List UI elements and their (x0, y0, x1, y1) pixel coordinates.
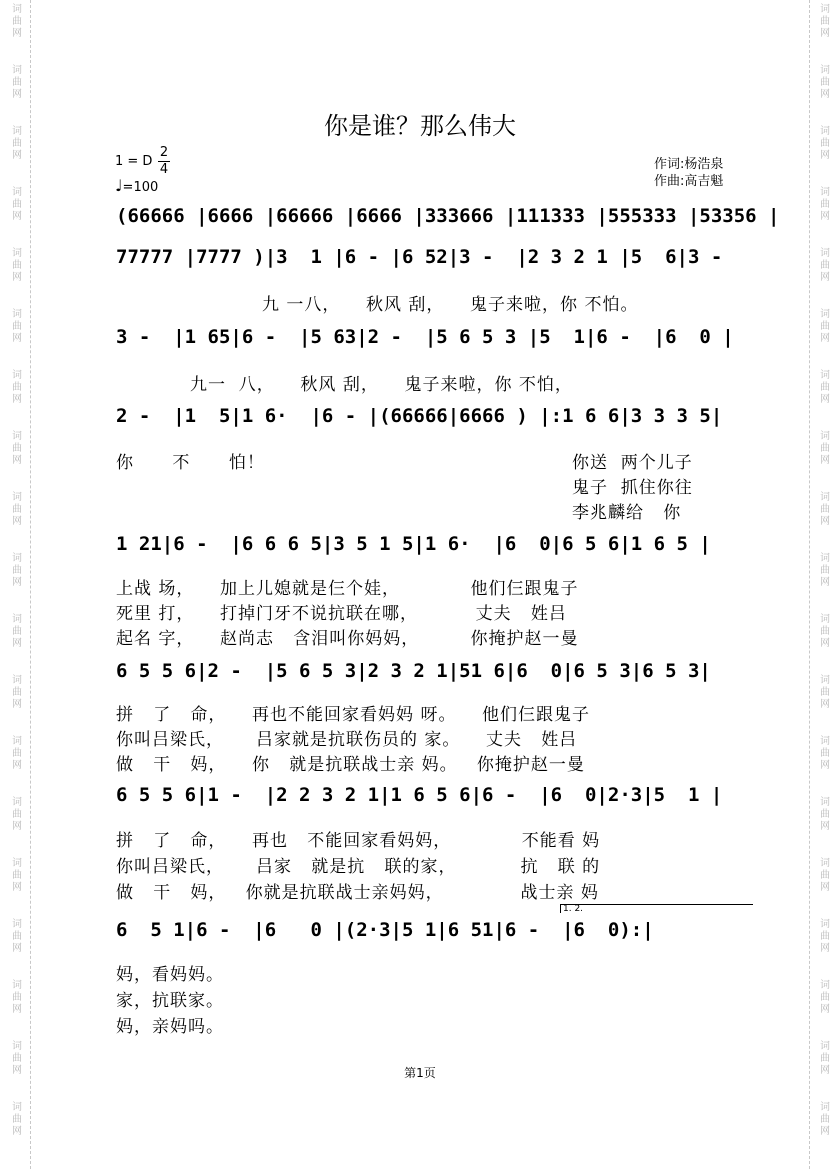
page-number: 第1页 (404, 1066, 436, 1080)
notation-line-3: 3 - |1 65|6 - |5 63|2 - |5 6 5 3 |5 1|6 - |6 0 | (116, 326, 734, 348)
volta-bracket: 1. 2. (560, 904, 753, 913)
key-signature: 1 = D (115, 154, 153, 169)
quarter-note-icon: ♩ (115, 176, 123, 195)
notation-line-7: 6 5 5 6|1 - |2 2 3 2 1|1 6 5 6|6 - |6 0|2·3|5 1 | (116, 784, 723, 806)
watermark-left: 词曲网 (12, 248, 22, 283)
watermark-right: 词曲网 (820, 797, 830, 832)
watermark-right: 词曲网 (820, 1102, 830, 1137)
watermark-right: 词曲网 (820, 980, 830, 1015)
lyric-line-4b: 你送 两个儿子 (572, 453, 693, 473)
lyric-line-5-verse-1: 上战 场， 加上儿媳就是仨个娃， 他们仨跟鬼子 (116, 579, 579, 599)
watermark-right: 词曲网 (820, 553, 830, 588)
watermark-left: 词曲网 (12, 126, 22, 161)
notation-line-4: 2 - |1 5|1 6· |6 - |(66666|6666 ) |:1 6 6|3 3 3 5| (116, 405, 723, 427)
watermark-left: 词曲网 (12, 736, 22, 771)
lyric-line-6-verse-1: 拼 了 命， 再也不能回家看妈妈 呀。 他们仨跟鬼子 (116, 705, 591, 725)
lyric-line-4d: 李兆麟给 你 (572, 503, 682, 523)
notation-line-6: 6 5 5 6|2 - |5 6 5 3|2 3 2 1|51 6|6 0|6 5 3|6 5 3| (116, 660, 711, 682)
watermark-left: 词曲网 (12, 1102, 22, 1137)
watermark-right: 词曲网 (820, 431, 830, 466)
lyric-line-6-verse-3: 做 干 妈， 你 就是抗联战士亲 妈。 你掩护赵一曼 (116, 755, 585, 775)
watermark-right: 词曲网 (820, 126, 830, 161)
lyric-line-8-verse-3: 妈，亲妈吗。 (116, 1017, 224, 1037)
notation-line-5: 1 21|6 - |6 6 6 5|3 5 1 5|1 6· |6 0|6 5 6|1 6 5 | (116, 533, 711, 555)
lyricist-credit: 作词:杨浩泉 (654, 157, 724, 172)
watermark-left: 词曲网 (12, 309, 22, 344)
watermark-left: 词曲网 (12, 1041, 22, 1076)
watermark-right: 词曲网 (820, 614, 830, 649)
watermark-right: 词曲网 (820, 919, 830, 954)
lyric-line-8-verse-1: 妈，看妈妈。 (116, 965, 224, 985)
tempo-marking (115, 176, 158, 195)
watermark-right: 词曲网 (820, 187, 830, 222)
watermark-right: 词曲网 (820, 675, 830, 710)
watermark-left: 词曲网 (12, 919, 22, 954)
lyric-line-4c: 鬼子 抓住你往 (572, 478, 693, 498)
watermark-left: 词曲网 (12, 370, 22, 405)
watermark-right: 词曲网 (820, 4, 830, 39)
lyric-line-2: 九 一八， 秋风 刮， 鬼子来啦，你 不怕。 (262, 295, 639, 315)
notation-line-2: 77777 |7777 )|3 1 |6 - |6 52|3 - |2 3 2 1 |5 6|3 - (116, 246, 734, 268)
watermark-right: 词曲网 (820, 858, 830, 893)
watermark-left: 词曲网 (12, 65, 22, 100)
watermark-left: 词曲网 (12, 675, 22, 710)
lyric-line-7-verse-3: 做 干 妈， 你就是抗联战士亲妈妈， 战士亲 妈 (116, 883, 599, 903)
song-title: 你是谁？那么伟大 (324, 112, 516, 140)
lyric-line-4a: 你 不 怕！ (116, 453, 265, 473)
time-signature-top: 2 (159, 145, 169, 160)
watermark-right: 词曲网 (820, 492, 830, 527)
watermark-right: 词曲网 (820, 736, 830, 771)
watermark-left: 词曲网 (12, 187, 22, 222)
lyric-line-6-verse-2: 你叫吕梁氏， 吕家就是抗联伤员的 家。 丈夫 姓吕 (116, 730, 578, 750)
notation-line-8: 6 5 1|6 - |6 0 |(2·3|5 1|6 51|6 - |6 0):| (116, 919, 654, 941)
tempo-value: =100 (122, 180, 159, 195)
lyric-line-5-verse-3: 起名 字， 赵尚志 含泪叫你妈妈， 你掩护赵一曼 (116, 629, 579, 649)
watermark-left: 词曲网 (12, 553, 22, 588)
lyric-line-5-verse-2: 死里 打， 打掉门牙不说抗联在哪， 丈夫 姓吕 (116, 604, 567, 624)
watermark-left: 词曲网 (12, 4, 22, 39)
lyric-line-7-verse-2: 你叫吕梁氏， 吕家 就是抗 联的家， 抗 联 的 (116, 857, 601, 877)
lyric-line-7-verse-1: 拼 了 命， 再也 不能回家看妈妈， 不能看 妈 (116, 831, 601, 851)
watermark-right: 词曲网 (820, 370, 830, 405)
watermark-left: 词曲网 (12, 980, 22, 1015)
watermark-left: 词曲网 (12, 858, 22, 893)
watermark-left: 词曲网 (12, 797, 22, 832)
watermark-left: 词曲网 (12, 431, 22, 466)
time-signature-bottom: 4 (159, 162, 169, 177)
watermark-left: 词曲网 (12, 614, 22, 649)
lyric-line-8-verse-2: 家，抗联家。 (116, 991, 224, 1011)
composer-credit: 作曲:高吉魁 (654, 174, 724, 189)
watermark-right: 词曲网 (820, 248, 830, 283)
watermark-left: 词曲网 (12, 492, 22, 527)
watermark-right: 词曲网 (820, 309, 830, 344)
time-signature (158, 145, 170, 178)
watermark-right: 词曲网 (820, 1041, 830, 1076)
lyric-line-3: 九一 八， 秋风 刮， 鬼子来啦，你 不怕， (190, 375, 573, 395)
watermark-right: 词曲网 (820, 65, 830, 100)
notation-line-1: (66666 |6666 |66666 |6666 |333666 |111333 |555333 |53356 | (116, 205, 780, 227)
